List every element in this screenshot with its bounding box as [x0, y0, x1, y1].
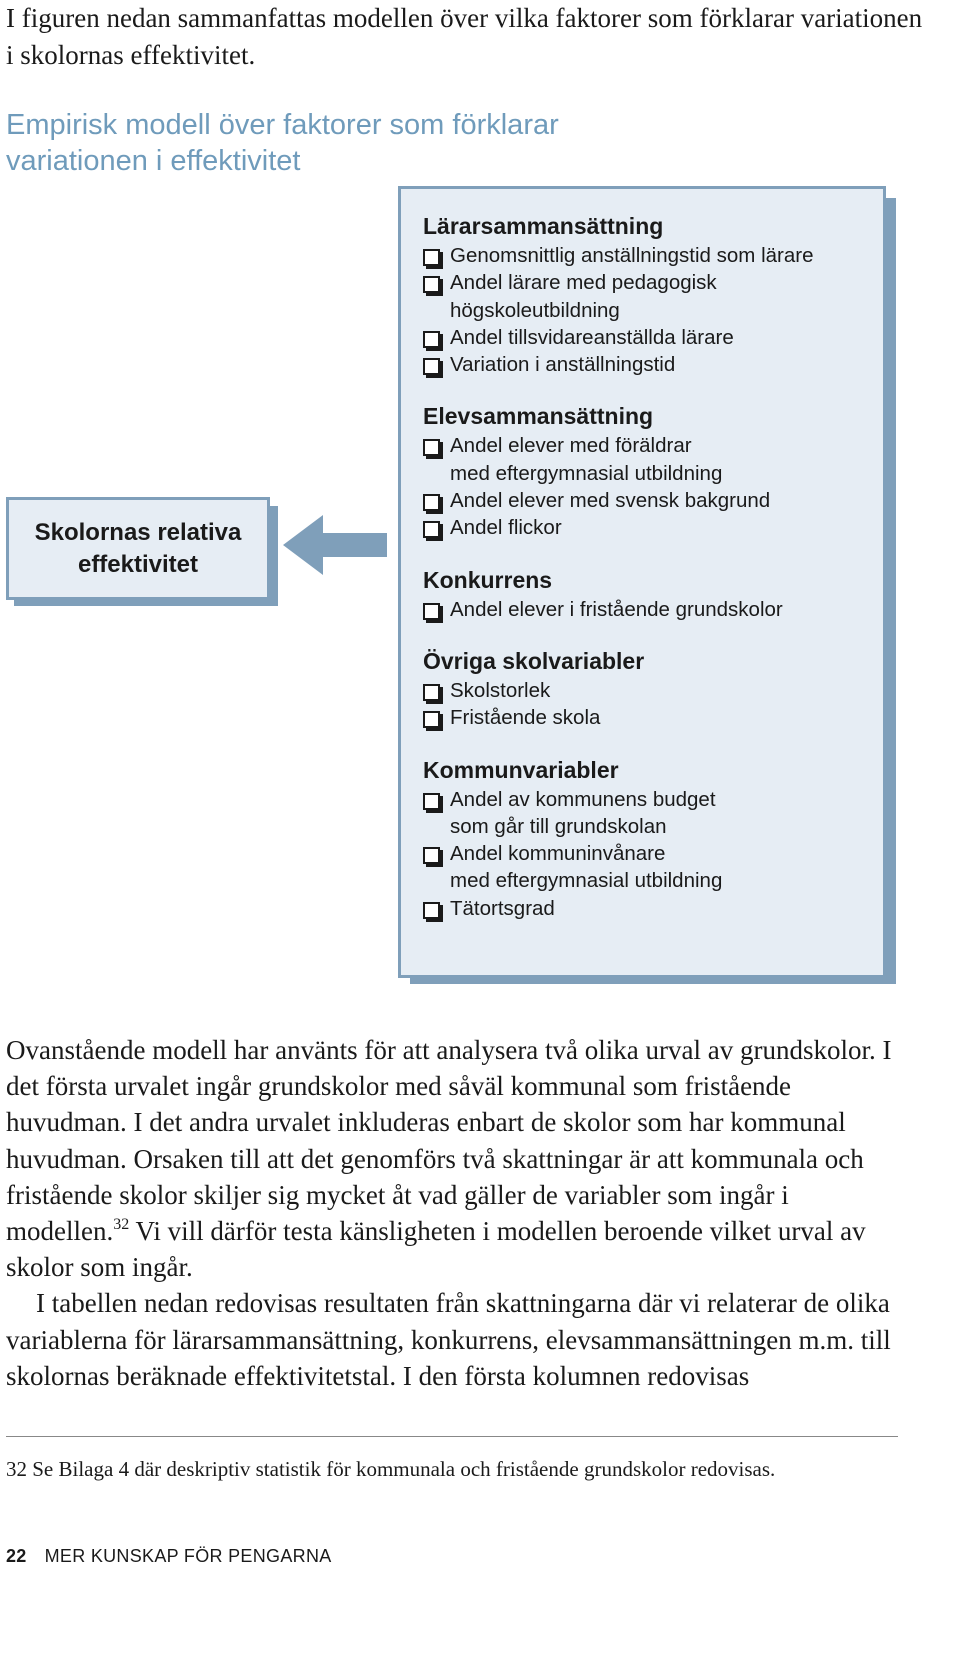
factor-item-label: Andel lärare med pedagogisk högskoleutbildning — [450, 271, 717, 322]
factor-item-label: Andel kommuninvånare med eftergymnasial utbildning — [450, 842, 723, 893]
checkbox-bullet-icon — [423, 603, 440, 620]
factor-item — [423, 324, 873, 351]
factor-groups — [423, 212, 873, 946]
factor-item — [423, 242, 873, 269]
factors-box — [398, 186, 886, 978]
checkbox-bullet-icon — [423, 331, 440, 348]
figure-title: Empirisk modell över faktorer som förklarar variationen i effektivitet — [6, 109, 559, 177]
factor-item — [423, 487, 873, 514]
outcome-box-label: Skolornas relativa effektivitet — [34, 518, 242, 578]
intro-paragraph: I figuren nedan sammanfattas modellen över vilka faktorer som förklarar variationen i skolornas effektivitet. — [6, 3, 923, 70]
factor-item-label: Andel elever med svensk bakgrund — [450, 489, 771, 513]
factor-item-label: Andel elever i fristående grundskolor — [450, 597, 783, 621]
checkbox-bullet-icon — [423, 902, 440, 919]
body-paragraph-1-part-2: Vi vill därför testa känsligheten i modellen beroende vilket urval av skolor som ingår. — [6, 1216, 866, 1283]
page-footer — [6, 1544, 606, 1568]
factor-group — [423, 402, 873, 541]
factor-item-label: Fristående skola — [450, 706, 601, 730]
factor-group — [423, 212, 873, 378]
left-arrow-icon — [283, 513, 389, 577]
body-paragraph-2: I tabellen nedan redovisas resultaten från skattningarna där vi relaterar de olika variablerna för lärarsammansättning, konkurrens, elevsammansättningen m.m. till skolornas beräknade effektivitetstal. I den första kolumnen redovisas — [6, 1288, 891, 1391]
checkbox-bullet-icon — [423, 358, 440, 375]
checkbox-bullet-icon — [423, 711, 440, 728]
factor-item-label: Variation i anställningstid — [450, 353, 676, 377]
checkbox-bullet-icon — [423, 494, 440, 511]
page-number: 22 — [6, 1546, 27, 1566]
checkbox-bullet-icon — [423, 521, 440, 538]
factor-item — [423, 677, 873, 704]
checkbox-bullet-icon — [423, 439, 440, 456]
factor-group-title: Övriga skolvariabler — [423, 647, 645, 674]
footnote-divider — [6, 1436, 898, 1437]
factor-item-label: Genomsnittlig anställningstid som lärare — [450, 244, 814, 267]
factor-item — [423, 514, 873, 541]
factor-group — [423, 756, 873, 922]
body-paragraph-1 — [6, 1032, 898, 1285]
checkbox-bullet-icon — [423, 276, 440, 293]
factor-item — [423, 432, 873, 487]
checkbox-bullet-icon — [423, 847, 440, 864]
factor-item — [423, 596, 873, 623]
factor-group-title: Konkurrens — [423, 566, 553, 593]
factor-group — [423, 647, 873, 732]
factor-item-label: Andel flickor — [450, 516, 562, 540]
factor-item-label: Andel av kommunens budget som går till grundskolan — [450, 787, 716, 838]
factor-group-title: Kommunvariabler — [423, 756, 619, 783]
footnote-reference: 32 — [113, 1216, 130, 1234]
factor-item-label: Andel tillsvidareanställda lärare — [450, 325, 734, 349]
footnote: 32 Se Bilaga 4 där deskriptiv statistik för kommunala och fristående grundskolor redovisas. — [6, 1457, 776, 1481]
factor-item-label: Tätortsgrad — [450, 896, 555, 920]
factor-group-title: Lärarsammansättning — [423, 213, 664, 239]
factor-item — [423, 786, 873, 841]
factor-group — [423, 566, 873, 623]
checkbox-bullet-icon — [423, 793, 440, 810]
publication-title: MER KUNSKAP FÖR PENGARNA — [44, 1546, 332, 1566]
factor-item — [423, 895, 873, 922]
factor-item — [423, 269, 873, 324]
factor-item — [423, 351, 873, 378]
body-paragraph-1-part-1: Ovanstående modell har använts för att analysera två olika urval av grundskolor. I det första urvalet ingår grundskolor med såväl kommunal som fristående huvudman. I det andra urvalet inkluderas enbart de skolor som har kommunal huvudman. Orsaken till att det genomförs två skattningar är att kommunala och fristående skolor skiljer sig mycket åt vad gäller de variabler som ingår i modellen. — [6, 1035, 892, 1247]
checkbox-bullet-icon — [423, 249, 440, 266]
factor-item — [423, 840, 873, 895]
factor-item-label: Skolstorlek — [450, 678, 551, 702]
factor-group-title: Elevsammansättning — [423, 403, 654, 430]
checkbox-bullet-icon — [423, 684, 440, 701]
outcome-box — [6, 497, 270, 600]
factor-item — [423, 704, 873, 731]
body-text — [6, 1032, 898, 1394]
factor-item-label: Andel elever med föräldrar med eftergymnasial utbildning — [450, 434, 723, 485]
